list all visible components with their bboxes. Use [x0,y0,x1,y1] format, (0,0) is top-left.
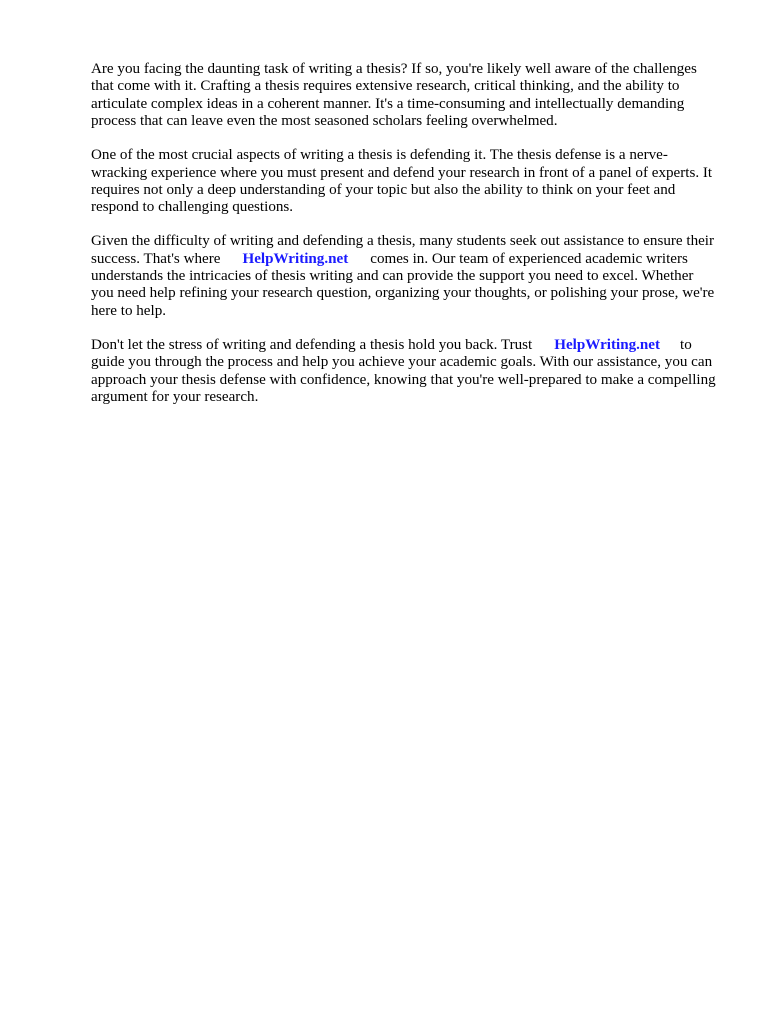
paragraph-closing [91,337,717,407]
helpwriting-link-closing[interactable]: HelpWriting.net [554,336,661,353]
paragraph-defense-text: One of the most crucial aspects of writing a thesis is defending it. The thesis defense is a nerve-wracking experience where you must present and defend your research in front of a panel of experts. It requires not only a deep understanding of your topic but also the ability to think on your feet and respond to challenging questions. [91,147,713,216]
document-body [91,61,717,423]
paragraph-intro [91,61,717,131]
paragraph-closing-text-after: to guide you through the process and help you achieve your academic goals. With our assistance, you can approach your thesis defense with confidence, knowing that you're well-prepared to make a compelling argument for your research. [91,336,716,405]
paragraph-assistance [91,233,717,320]
paragraph-assistance-text-after: comes in. Our team of experienced academic writers understands the intricacies of thesis writing and can provide the support you need to excel. Whether you need help refining your research question, organizing your thoughts, or polishing your prose, we're here to help. [91,250,715,319]
helpwriting-link[interactable]: HelpWriting.net [242,250,349,267]
paragraph-assistance-text-before: Given the difficulty of writing and defending a thesis, many students seek out assistance to ensure their success. That's where [91,233,715,267]
paragraph-defense [91,147,717,217]
paragraph-closing-text-before: Don't let the stress of writing and defending a thesis hold you back. Trust [91,336,533,353]
paragraph-intro-text: Are you facing the daunting task of writing a thesis? If so, you're likely well aware of the challenges that come with it. Crafting a thesis requires extensive research, critical thinking, and the ability to articulate complex ideas in a coherent manner. It's a time-consuming and intellectually demanding process that can leave even the most seasoned scholars feeling overwhelmed. [91,61,697,130]
